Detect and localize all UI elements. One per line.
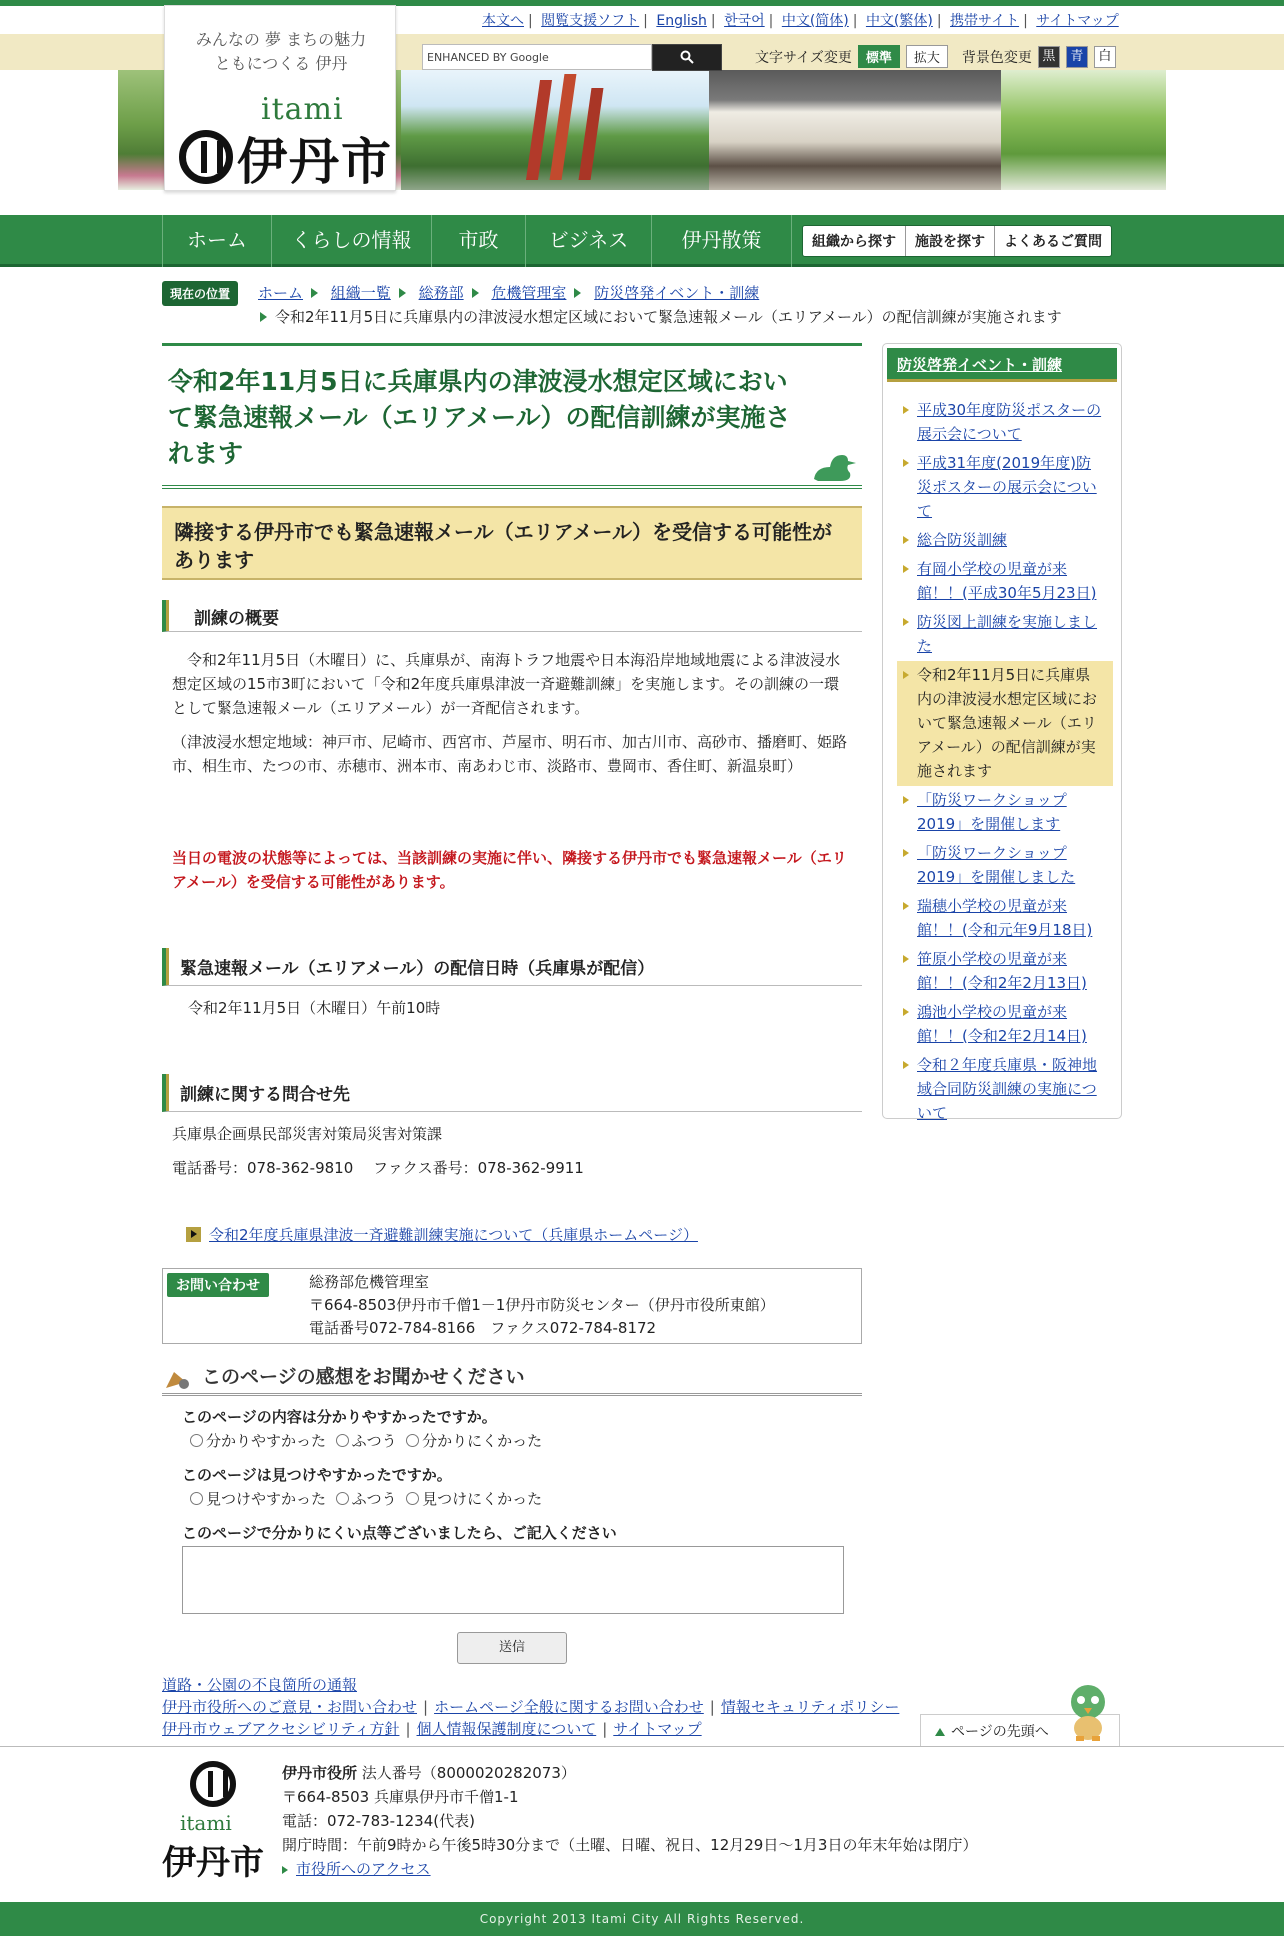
page-title: 令和2年11月5日に兵庫県内の津波浸水想定区域において緊急速報メール（エリアメール）の配信訓練が実施されます bbox=[168, 367, 791, 468]
footer-links: 道路・公園の不良箇所の通報 伊丹市役所へのご意見・お問い合わせ | ホームページ全般に関するお問い合わせ | 情報セキュリティポリシー 伊丹市ウェブアクセシビリティ方針 | 個人情報保護制度について | サイトマップ bbox=[162, 1676, 900, 1738]
inquiry-phone: 電話番号：078-362-9810 ファクス番号：078-362-9911 bbox=[172, 1159, 584, 1177]
sidebar-link[interactable]: 鴻池小学校の児童が来館！！(令和2年2月14日) bbox=[917, 1003, 1087, 1045]
breadcrumb-current: 令和2年11月5日に兵庫県内の津波浸水想定区域において緊急速報メール（エリアメール）の配信訓練が実施されます bbox=[275, 308, 1062, 326]
breadcrumb-label: 現在の位置 bbox=[162, 281, 238, 306]
radio-q2-easy[interactable] bbox=[190, 1492, 203, 1505]
sidebar-current-label: 令和2年11月5日に兵庫県内の津波浸水想定区域において緊急速報メール（エリアメール）の配信訓練が実施されます bbox=[917, 666, 1098, 780]
footer-hours: 開庁時間：午前9時から午後5時30分まで（土曜、日曜、祝日、12月29日～1月3日の年末年始は閉庁） bbox=[282, 1836, 978, 1854]
external-link-row bbox=[186, 1224, 698, 1245]
radio-q1-hard[interactable] bbox=[406, 1434, 419, 1447]
page-subtitle: 隣接する伊丹市でも緊急速報メール（エリアメール）を受信する可能性があります bbox=[162, 506, 862, 580]
link-korean[interactable]: 한국어 bbox=[724, 13, 765, 29]
breadcrumb-general-affairs[interactable]: 総務部 bbox=[418, 284, 464, 302]
sidebar-title[interactable] bbox=[887, 348, 1117, 382]
sidebar-link[interactable]: 総合防災訓練 bbox=[917, 531, 1008, 549]
feedback-icon bbox=[164, 1368, 192, 1390]
page-top-label: ページの先頭へ bbox=[951, 1724, 1049, 1740]
sculpture-photo bbox=[401, 70, 709, 190]
sidebar-item[interactable] bbox=[897, 526, 1113, 555]
sidebar-link[interactable]: 令和２年度兵庫県・阪神地域合同防災訓練の実施について bbox=[917, 1056, 1098, 1122]
tagline bbox=[165, 28, 397, 76]
radio-label: 見つけやすかった bbox=[206, 1490, 327, 1508]
contact-dept: 総務部危機管理室 bbox=[309, 1273, 430, 1291]
radio-label: 分かりにくかった bbox=[422, 1432, 543, 1450]
radio-q1-easy[interactable] bbox=[190, 1434, 203, 1447]
tsunami-area-list: （津波浸水想定地域：神戸市、尼崎市、西宮市、芦屋市、明石市、加古川市、高砂市、播磨町、姫路市、相生市、たつの市、赤穂市、洲本市、南あわじ市、淡路市、豊岡市、香住町、新温泉町） bbox=[172, 733, 848, 775]
feedback-heading-text: このページの感想をお聞かせください bbox=[202, 1366, 525, 1388]
link-mobile-site[interactable]: 携帯サイト bbox=[950, 13, 1020, 29]
display-settings bbox=[755, 45, 1116, 68]
footer bbox=[0, 1746, 1284, 1902]
feedback-question-3: このページで分かりにくい点等ございましたら、ご記入ください bbox=[182, 1524, 617, 1542]
contact-label: お問い合わせ bbox=[167, 1273, 269, 1297]
sidebar-title-link[interactable]: 防災啓発イベント・訓練 bbox=[897, 356, 1063, 374]
sidebar-item[interactable] bbox=[897, 945, 1113, 998]
link-footer-sitemap[interactable]: サイトマップ bbox=[613, 1720, 702, 1738]
sidebar-item[interactable] bbox=[897, 396, 1113, 449]
sidebar-link[interactable]: 「防災ワークショップ2019」を開催します bbox=[917, 791, 1067, 833]
external-link-icon bbox=[186, 1227, 201, 1242]
bg-black-button[interactable]: 黒 bbox=[1038, 46, 1060, 68]
link-accessibility[interactable]: 伊丹市ウェブアクセシビリティ方針 bbox=[162, 1720, 400, 1738]
page-title-area bbox=[162, 343, 862, 489]
radio-label: ふつう bbox=[351, 1490, 397, 1508]
sidebar bbox=[882, 343, 1122, 1122]
fontsize-normal-button[interactable]: 標準 bbox=[858, 45, 900, 68]
sidebar-list bbox=[897, 396, 1113, 1128]
logo-roman-text: itami bbox=[261, 92, 344, 127]
search-input[interactable]: ENHANCED BY Google bbox=[422, 44, 652, 70]
overview-paragraph: 令和2年11月5日（木曜日）に、兵庫県が、南海トラフ地震や日本海沿岸地域地震による津波浸水想定区域の15市3町において「令和2年度兵庫県津波一斉避難訓練」を実施します。その訓練の一環として緊急速報メール（エリアメール）が一斉配信されます。 bbox=[172, 651, 841, 717]
footer-address: 〒664-8503 兵庫県伊丹市千僧1-1 bbox=[282, 1788, 519, 1806]
link-skip-to-content[interactable]: 本文へ bbox=[482, 13, 524, 29]
radio-label: ふつう bbox=[351, 1432, 397, 1450]
external-link-hyogo[interactable]: 令和2年度兵庫県津波一斉避難訓練実施について（兵庫県ホームページ） bbox=[209, 1226, 698, 1244]
link-privacy[interactable]: 個人情報保護制度について bbox=[416, 1720, 597, 1738]
access-arrow-icon bbox=[282, 1866, 288, 1874]
sidebar-item-current bbox=[897, 661, 1113, 786]
feedback-question-1: このページの内容は分かりやすかったですか。 bbox=[182, 1408, 497, 1426]
site-logo[interactable] bbox=[164, 5, 396, 191]
feedback-heading bbox=[162, 1362, 862, 1396]
faq-button[interactable]: よくあるご質問 bbox=[1004, 234, 1102, 250]
bg-white-button[interactable]: 白 bbox=[1094, 46, 1116, 68]
section-heading-overview: 訓練の概要 bbox=[162, 600, 862, 632]
fontsize-large-button[interactable]: 拡大 bbox=[906, 45, 948, 68]
link-chinese-traditional[interactable]: 中文(繁体) bbox=[865, 13, 933, 29]
trees-photo bbox=[1001, 70, 1166, 190]
footer-org-name: 伊丹市役所 bbox=[282, 1764, 358, 1782]
bgcolor-label: 背景色変更 bbox=[961, 49, 1032, 66]
contact-phone: 電話番号072-784-8166 ファクス072-784-8172 bbox=[309, 1319, 657, 1337]
link-english[interactable]: English bbox=[656, 13, 707, 29]
link-sitemap[interactable]: サイトマップ bbox=[1036, 13, 1119, 29]
sidebar-link[interactable]: 平成30年度防災ポスターの展示会について bbox=[917, 401, 1102, 443]
nav-city-government[interactable]: 市政 bbox=[432, 215, 526, 267]
logo-japanese-text: 伊丹市 bbox=[237, 133, 393, 191]
link-opinion[interactable]: 伊丹市役所へのご意見・お問い合わせ bbox=[162, 1698, 418, 1716]
breadcrumb-events[interactable]: 防災啓発イベント・訓練 bbox=[594, 284, 760, 302]
search-button[interactable] bbox=[652, 44, 722, 71]
sidebar-link[interactable]: 防災図上訓練を実施しました bbox=[917, 613, 1098, 655]
utility-links: 本文へ | 閲覧支援ソフト | English | 한국어 | 中文(简体) | 中文(繁体) | 携帯サイト | サイトマップ bbox=[482, 13, 1119, 29]
footer-logo-roman: itami bbox=[180, 1811, 232, 1835]
nav-search-buttons bbox=[802, 225, 1112, 257]
footer-logo-ja: 伊丹市 bbox=[162, 1843, 264, 1883]
duck-icon bbox=[810, 449, 862, 483]
fontsize-label: 文字サイズ変更 bbox=[755, 49, 852, 66]
copyright: Copyright 2013 Itami City All Rights Reserved. bbox=[0, 1902, 1284, 1936]
link-security-policy[interactable]: 情報セキュリティポリシー bbox=[720, 1698, 900, 1716]
section-heading-inquiry: 訓練に関する問合せ先 bbox=[162, 1074, 862, 1112]
breadcrumb-org-list[interactable]: 組織一覧 bbox=[330, 284, 391, 302]
sidebar-link[interactable]: 笹原小学校の児童が来館！！(令和2年2月13日) bbox=[917, 950, 1087, 992]
radio-label: 見つけにくかった bbox=[422, 1490, 543, 1508]
link-chinese-simplified[interactable]: 中文(简体) bbox=[781, 13, 849, 29]
link-reading-support[interactable]: 閲覧支援ソフト bbox=[541, 13, 640, 29]
tagline-line1: みんなの 夢 まちの魅力 bbox=[195, 30, 367, 49]
footer-emblem-icon bbox=[190, 1761, 236, 1807]
contact-address: 〒664-8503伊丹市千僧1－1伊丹市防災センター（伊丹市役所東館） bbox=[309, 1296, 775, 1314]
breadcrumb bbox=[258, 281, 1118, 329]
sidebar-item[interactable] bbox=[897, 449, 1113, 526]
feedback-textarea[interactable] bbox=[182, 1546, 844, 1614]
link-access[interactable]: 市役所へのアクセス bbox=[296, 1860, 431, 1878]
sidebar-link[interactable]: 平成31年度(2019年度)防災ポスターの展示会について bbox=[917, 454, 1097, 520]
old-house-photo bbox=[709, 70, 1001, 190]
footer-tel: 電話：072-783-1234(代表) bbox=[282, 1812, 475, 1830]
radio-q2-hard[interactable] bbox=[406, 1492, 419, 1505]
nav-business[interactable]: ビジネス bbox=[526, 215, 652, 267]
sidebar-link[interactable]: 有岡小学校の児童が来館！！(平成30年5月23日) bbox=[917, 560, 1097, 602]
breadcrumb-crisis-office[interactable]: 危機管理室 bbox=[491, 284, 567, 302]
arrow-up-icon bbox=[935, 1728, 945, 1736]
search-icon bbox=[680, 50, 694, 64]
nav-home[interactable]: ホーム bbox=[162, 215, 272, 267]
radio-q1-normal[interactable] bbox=[336, 1434, 349, 1447]
search-facility-button[interactable]: 施設を探す bbox=[906, 226, 995, 256]
breadcrumb-home[interactable]: ホーム bbox=[258, 284, 304, 302]
sidebar-item[interactable] bbox=[897, 608, 1113, 661]
search-by-org-button[interactable]: 組織から探す bbox=[803, 226, 906, 256]
radio-q2-normal[interactable] bbox=[336, 1492, 349, 1505]
schedule-text: 令和2年11月5日（木曜日）午前10時 bbox=[188, 999, 441, 1017]
sidebar-item[interactable] bbox=[897, 839, 1113, 892]
sidebar-link[interactable]: 瑞穂小学校の児童が来館！！(令和元年9月18日) bbox=[917, 897, 1093, 939]
link-road-report[interactable]: 道路・公園の不良箇所の通報 bbox=[162, 1676, 358, 1694]
radio-label: 分かりやすかった bbox=[206, 1432, 327, 1450]
footer-corp-no: 法人番号（8000020282073） bbox=[361, 1764, 576, 1782]
section-heading-schedule: 緊急速報メール（エリアメール）の配信日時（兵庫県が配信） bbox=[162, 948, 862, 986]
warning-text: 当日の電波の状態等によっては、当該訓練の実施に伴い、隣接する伊丹市でも緊急速報メール（エリアメール）を受信する可能性があります。 bbox=[172, 849, 847, 891]
tagline-line2: ともにつくる 伊丹 bbox=[214, 54, 348, 73]
contact-box bbox=[162, 1268, 862, 1344]
sidebar-item[interactable] bbox=[897, 1051, 1113, 1128]
mascot-icon bbox=[1066, 1684, 1110, 1742]
nav-itami-walk[interactable]: 伊丹散策 bbox=[652, 215, 792, 267]
submit-button[interactable]: 送信 bbox=[457, 1632, 567, 1664]
sidebar-item[interactable] bbox=[897, 892, 1113, 945]
feedback-options-1 bbox=[190, 1430, 542, 1451]
feedback-question-2: このページは見つけやすかったですか。 bbox=[182, 1466, 452, 1484]
link-hp-inquiry[interactable]: ホームページ全般に関するお問い合わせ bbox=[434, 1698, 704, 1716]
city-emblem-icon bbox=[179, 130, 233, 184]
feedback-options-2 bbox=[190, 1488, 542, 1509]
global-nav bbox=[0, 215, 1284, 267]
sidebar-item[interactable] bbox=[897, 998, 1113, 1051]
sidebar-link[interactable]: 「防災ワークショップ2019」を開催しました bbox=[917, 844, 1076, 886]
bg-blue-button[interactable]: 青 bbox=[1066, 46, 1088, 68]
inquiry-org: 兵庫県企画県民部災害対策局災害対策課 bbox=[172, 1125, 443, 1143]
nav-living-info[interactable]: くらしの情報 bbox=[272, 215, 432, 267]
sidebar-item[interactable] bbox=[897, 555, 1113, 608]
sidebar-item[interactable] bbox=[897, 786, 1113, 839]
